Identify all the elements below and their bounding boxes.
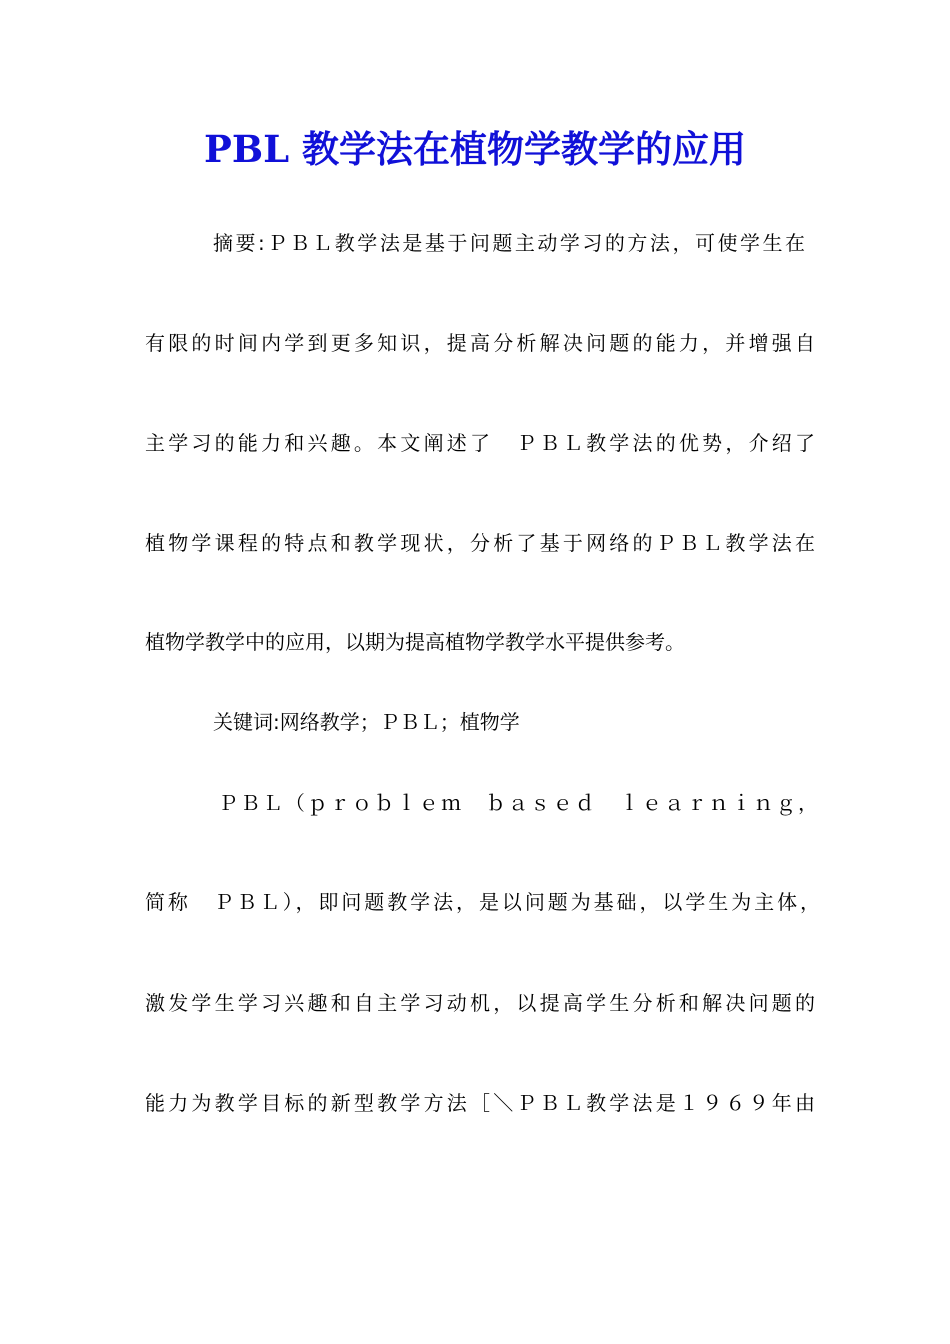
body-line-3: 激发学生学习兴趣和自主学习动机，以提高学生分析和解决问题的 bbox=[145, 991, 815, 1015]
body-line-1: ＰＢＬ（ｐｒｏｂｌｅｍ ｂａｓｅｄ ｌｅａｒｎｉｎｇ， bbox=[218, 791, 818, 815]
document-title: PBL 教学法在植物学教学的应用 bbox=[204, 127, 746, 171]
abstract-line-2: 有限的时间内学到更多知识，提高分析解决问题的能力，并增强自 bbox=[145, 331, 815, 355]
abstract-line-1: 摘要:ＰＢＬ教学法是基于问题主动学习的方法，可使学生在 bbox=[213, 231, 805, 255]
keywords-line: 关键词:网络教学；ＰＢＬ；植物学 bbox=[213, 710, 520, 734]
abstract-line-5: 植物学教学中的应用，以期为提高植物学教学水平提供参考。 bbox=[145, 630, 685, 654]
abstract-line-4: 植物学课程的特点和教学现状，分析了基于网络的ＰＢＬ教学法在 bbox=[145, 531, 815, 555]
body-line-4: 能力为教学目标的新型教学方法［＼ＰＢＬ教学法是１９６９年由 bbox=[145, 1091, 815, 1115]
abstract-line-3: 主学习的能力和兴趣。本文阐述了 ＰＢＬ教学法的优势，介绍了 bbox=[145, 431, 815, 455]
body-line-2: 简称 ＰＢＬ），即问题教学法，是以问题为基础，以学生为主体， bbox=[145, 890, 820, 914]
